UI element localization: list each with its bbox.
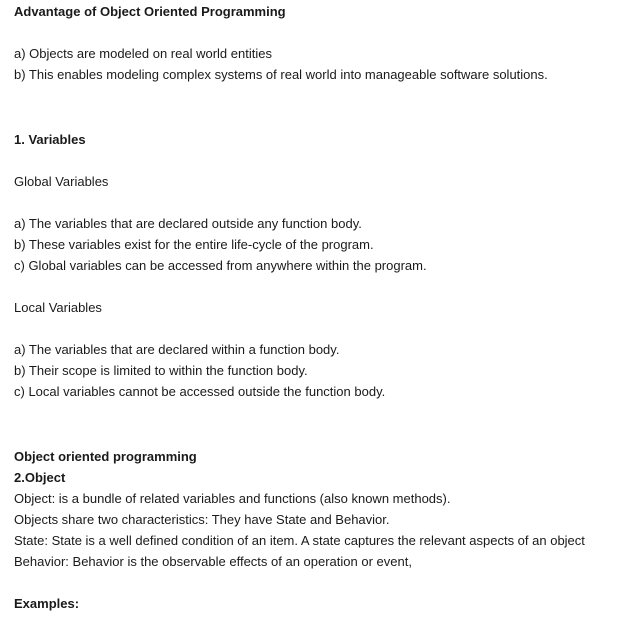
advantage-item: a) Objects are modeled on real world entities — [14, 46, 272, 61]
oop-heading: Object oriented programming — [14, 449, 197, 464]
object-definition-line: Objects share two characteristics: They have State and Behavior. — [14, 512, 390, 527]
object-definition-line: Behavior: Behavior is the observable effects of an operation or event, — [14, 554, 412, 569]
local-variables-point: b) Their scope is limited to within the function body. — [14, 363, 308, 378]
page-title: Advantage of Object Oriented Programming — [14, 4, 286, 19]
variables-heading: 1. Variables — [14, 132, 86, 147]
local-variables-point: c) Local variables cannot be accessed outside the function body. — [14, 384, 386, 399]
global-variables-point: c) Global variables can be accessed from anywhere within the program. — [14, 258, 427, 273]
global-variables-point: b) These variables exist for the entire life-cycle of the program. — [14, 237, 374, 252]
local-variables-heading: Local Variables — [14, 300, 102, 315]
examples-heading: Examples: — [14, 596, 80, 611]
local-variables-point: a) The variables that are declared within a function body. — [14, 342, 340, 357]
object-definition-line: State: State is a well defined condition of an item. A state captures the relevant aspects of an object — [14, 533, 585, 548]
object-subheading: 2.Object — [14, 470, 66, 485]
global-variables-heading: Global Variables — [14, 174, 109, 189]
global-variables-point: a) The variables that are declared outside any function body. — [14, 216, 362, 231]
advantage-item: b) This enables modeling complex systems of real world into manageable software solutions. — [14, 67, 548, 82]
object-definition-line: Object: is a bundle of related variables and functions (also known methods). — [14, 491, 451, 506]
